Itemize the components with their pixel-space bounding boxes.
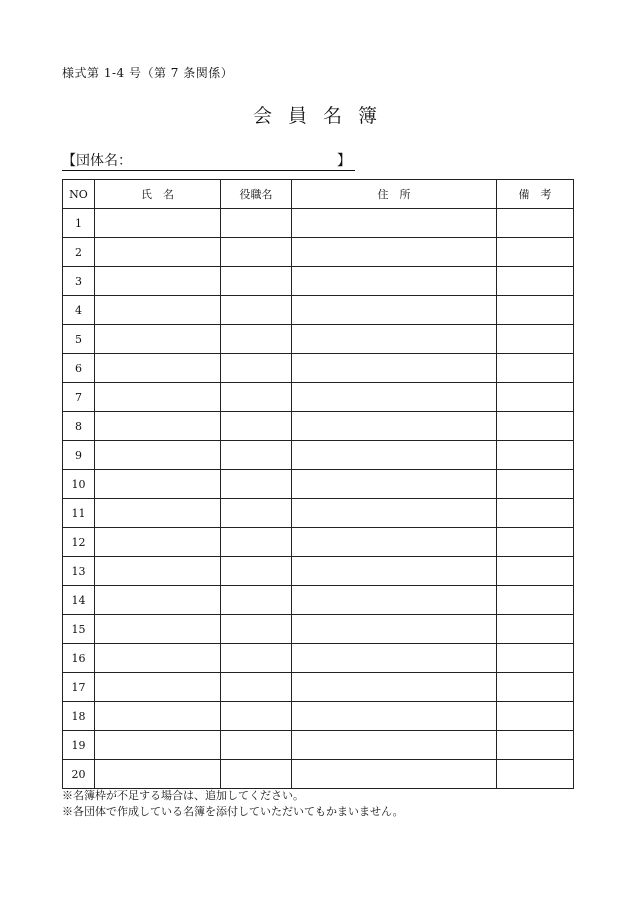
address-cell[interactable] xyxy=(292,557,497,586)
table-row xyxy=(63,499,574,528)
name-cell[interactable] xyxy=(95,325,221,354)
name-cell[interactable] xyxy=(95,760,221,789)
remarks-cell[interactable] xyxy=(497,412,574,441)
position-cell[interactable] xyxy=(221,644,292,673)
address-cell[interactable] xyxy=(292,499,497,528)
position-cell[interactable] xyxy=(221,615,292,644)
remarks-cell[interactable] xyxy=(497,325,574,354)
table-row xyxy=(63,412,574,441)
remarks-cell[interactable] xyxy=(497,209,574,238)
remarks-cell[interactable] xyxy=(497,673,574,702)
row-number-cell: 3 xyxy=(63,267,95,296)
address-cell[interactable] xyxy=(292,528,497,557)
row-number-cell: 13 xyxy=(63,557,95,586)
header-position: 役職名 xyxy=(221,180,292,209)
table-row xyxy=(63,731,574,760)
name-cell[interactable] xyxy=(95,673,221,702)
remarks-cell[interactable] xyxy=(497,586,574,615)
address-cell[interactable] xyxy=(292,209,497,238)
table-row xyxy=(63,528,574,557)
position-cell[interactable] xyxy=(221,383,292,412)
member-roster-table xyxy=(62,179,574,789)
name-cell[interactable] xyxy=(95,499,221,528)
position-cell[interactable] xyxy=(221,470,292,499)
address-cell[interactable] xyxy=(292,325,497,354)
table-row xyxy=(63,383,574,412)
address-cell[interactable] xyxy=(292,615,497,644)
name-cell[interactable] xyxy=(95,383,221,412)
row-number-cell: 5 xyxy=(63,325,95,354)
row-number-cell: 9 xyxy=(63,441,95,470)
row-number-cell: 16 xyxy=(63,644,95,673)
header-no: NO xyxy=(63,180,95,209)
group-name-label: 【団体名： xyxy=(62,153,132,169)
name-cell[interactable] xyxy=(95,209,221,238)
position-cell[interactable] xyxy=(221,557,292,586)
name-cell[interactable] xyxy=(95,586,221,615)
row-number-cell: 18 xyxy=(63,702,95,731)
row-number-cell: 6 xyxy=(63,354,95,383)
group-name-close-bracket: 】 xyxy=(337,153,351,169)
position-cell[interactable] xyxy=(221,296,292,325)
position-cell[interactable] xyxy=(221,528,292,557)
row-number-cell: 20 xyxy=(63,760,95,789)
table-row xyxy=(63,354,574,383)
table-row xyxy=(63,267,574,296)
group-name-field xyxy=(62,153,355,171)
table-body xyxy=(63,209,574,789)
table-row xyxy=(63,325,574,354)
remarks-cell[interactable] xyxy=(497,238,574,267)
remarks-cell[interactable] xyxy=(497,760,574,789)
note-1: ※名簿枠が不足する場合は、追加してください。 xyxy=(62,789,304,802)
row-number-cell: 17 xyxy=(63,673,95,702)
table-row xyxy=(63,644,574,673)
row-number-cell: 7 xyxy=(63,383,95,412)
remarks-cell[interactable] xyxy=(497,296,574,325)
row-number-cell: 19 xyxy=(63,731,95,760)
address-cell[interactable] xyxy=(292,760,497,789)
position-cell[interactable] xyxy=(221,267,292,296)
remarks-cell[interactable] xyxy=(497,470,574,499)
remarks-cell[interactable] xyxy=(497,383,574,412)
remarks-cell[interactable] xyxy=(497,615,574,644)
address-cell[interactable] xyxy=(292,470,497,499)
name-cell[interactable] xyxy=(95,557,221,586)
row-number-cell: 14 xyxy=(63,586,95,615)
position-cell[interactable] xyxy=(221,238,292,267)
table-row xyxy=(63,470,574,499)
remarks-cell[interactable] xyxy=(497,441,574,470)
table-row xyxy=(63,673,574,702)
remarks-cell[interactable] xyxy=(497,702,574,731)
name-cell[interactable] xyxy=(95,441,221,470)
table-row xyxy=(63,296,574,325)
document-title: 会員名簿 xyxy=(252,105,393,127)
position-cell[interactable] xyxy=(221,441,292,470)
group-name-underline xyxy=(62,153,355,171)
address-cell[interactable] xyxy=(292,412,497,441)
row-number-cell: 1 xyxy=(63,209,95,238)
position-cell[interactable] xyxy=(221,731,292,760)
position-cell[interactable] xyxy=(221,673,292,702)
remarks-cell[interactable] xyxy=(497,499,574,528)
remarks-cell[interactable] xyxy=(497,731,574,760)
row-number-cell: 2 xyxy=(63,238,95,267)
remarks-cell[interactable] xyxy=(497,267,574,296)
row-number-cell: 8 xyxy=(63,412,95,441)
name-cell[interactable] xyxy=(95,528,221,557)
address-cell[interactable] xyxy=(292,296,497,325)
name-cell[interactable] xyxy=(95,702,221,731)
table-row xyxy=(63,615,574,644)
name-cell[interactable] xyxy=(95,731,221,760)
address-cell[interactable] xyxy=(292,702,497,731)
remarks-cell[interactable] xyxy=(497,528,574,557)
form-number: 様式第 1-4 号（第 7 条関係） xyxy=(62,66,234,80)
position-cell[interactable] xyxy=(221,412,292,441)
position-cell[interactable] xyxy=(221,499,292,528)
table-row xyxy=(63,209,574,238)
row-number-cell: 4 xyxy=(63,296,95,325)
position-cell[interactable] xyxy=(221,702,292,731)
name-cell[interactable] xyxy=(95,354,221,383)
table-row xyxy=(63,760,574,789)
remarks-cell[interactable] xyxy=(497,557,574,586)
position-cell[interactable] xyxy=(221,586,292,615)
header-address: 住 所 xyxy=(292,180,497,209)
name-cell[interactable] xyxy=(95,412,221,441)
table-row xyxy=(63,702,574,731)
row-number-cell: 12 xyxy=(63,528,95,557)
position-cell[interactable] xyxy=(221,209,292,238)
address-cell[interactable] xyxy=(292,441,497,470)
row-number-cell: 11 xyxy=(63,499,95,528)
table-row xyxy=(63,586,574,615)
row-number-cell: 15 xyxy=(63,615,95,644)
header-name: 氏 名 xyxy=(95,180,221,209)
address-cell[interactable] xyxy=(292,644,497,673)
table-row xyxy=(63,238,574,267)
remarks-cell[interactable] xyxy=(497,644,574,673)
position-cell[interactable] xyxy=(221,354,292,383)
address-cell[interactable] xyxy=(292,731,497,760)
name-cell[interactable] xyxy=(95,470,221,499)
position-cell[interactable] xyxy=(221,760,292,789)
name-cell[interactable] xyxy=(95,238,221,267)
header-remarks: 備 考 xyxy=(497,180,574,209)
remarks-cell[interactable] xyxy=(497,354,574,383)
row-number-cell: 10 xyxy=(63,470,95,499)
address-cell[interactable] xyxy=(292,383,497,412)
table-header-row xyxy=(63,180,574,209)
notes xyxy=(62,788,404,820)
note-2: ※各団体で作成している名簿を添付していただいてもかまいません。 xyxy=(62,805,404,818)
table-row xyxy=(63,441,574,470)
address-cell[interactable] xyxy=(292,586,497,615)
address-cell[interactable] xyxy=(292,267,497,296)
name-cell[interactable] xyxy=(95,296,221,325)
address-cell[interactable] xyxy=(292,673,497,702)
name-cell[interactable] xyxy=(95,615,221,644)
name-cell[interactable] xyxy=(95,644,221,673)
position-cell[interactable] xyxy=(221,325,292,354)
name-cell[interactable] xyxy=(95,267,221,296)
address-cell[interactable] xyxy=(292,354,497,383)
address-cell[interactable] xyxy=(292,238,497,267)
table-row xyxy=(63,557,574,586)
